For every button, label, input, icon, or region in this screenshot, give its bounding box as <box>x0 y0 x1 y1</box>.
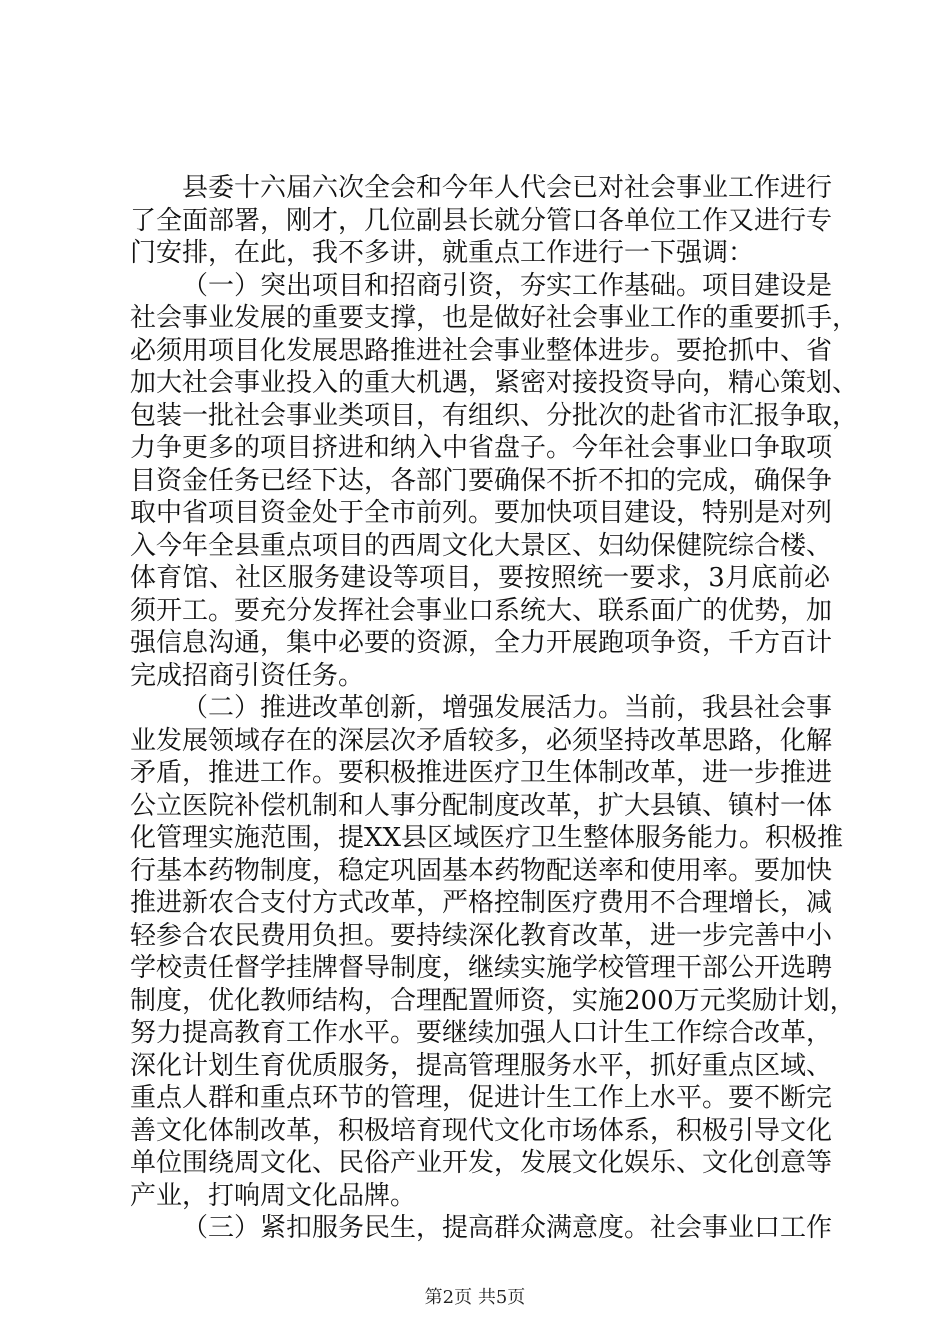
text-line: 努力提高教育工作水平。要继续加强人口计生工作综合改革， <box>130 1018 833 1048</box>
text-line: （三）紧扣服务民生，提高群众满意度。社会事业口工作 <box>182 1213 833 1243</box>
text-line: 公立医院补偿机制和人事分配制度改革，扩大县镇、镇村一体 <box>130 790 833 821</box>
text-line: 化管理实施范围，提XX县区域医疗卫生整体服务能力。积极推 <box>130 823 844 853</box>
text-line: 重点人群和重点环节的管理，促进计生工作上水平。要不断完 <box>130 1083 833 1113</box>
text-line: 必须用项目化发展思路推进社会事业整体进步。要抢抓中、省 <box>130 335 833 366</box>
paragraph-intro <box>130 172 833 270</box>
text-line: 入今年全县重点项目的西周文化大景区、妇幼保健院综合楼、 <box>130 530 833 561</box>
paragraph-section-3 <box>130 1212 833 1245</box>
text-line: 社会事业发展的重要支撑，也是做好社会事业工作的重要抓手， <box>130 303 859 333</box>
text-line: 深化计划生育优质服务，提高管理服务水平，抓好重点区域、 <box>130 1050 833 1081</box>
text-line: 矛盾，推进工作。要积极推进医疗卫生体制改革，进一步推进 <box>130 758 833 788</box>
text-line: （一）突出项目和招商引资，夯实工作基础。项目建设是 <box>182 270 833 301</box>
text-line: 须开工。要充分发挥社会事业口系统大、联系面广的优势，加 <box>130 595 833 626</box>
text-line: 推进新农合支付方式改革，严格控制医疗费用不合理增长，减 <box>130 888 833 918</box>
paragraph-section-1 <box>130 270 859 693</box>
text-line: 包装一批社会事业类项目，有组织、分批次的赴省市汇报争取， <box>130 400 859 431</box>
text-line: 加大社会事业投入的重大机遇，紧密对接投资导向，精心策划、 <box>130 368 859 398</box>
text-line: 行基本药物制度，稳定巩固基本药物配送率和使用率。要加快 <box>130 855 833 886</box>
text-line: 强信息沟通，集中必要的资源，全力开展跑项争资，千方百计 <box>130 628 833 658</box>
text-line: 目资金任务已经下达，各部门要确保不折不扣的完成，确保争 <box>130 465 833 496</box>
text-line: 体育馆、社区服务建设等项目，要按照统一要求，3月底前必 <box>130 563 830 593</box>
text-line: 产业，打响周文化品牌。 <box>130 1180 417 1211</box>
document-body <box>130 172 859 1245</box>
text-line: 业发展领域存在的深层次矛盾较多，必须坚持改革思路，化解 <box>130 725 833 756</box>
text-line: 门安排，在此，我不多讲，就重点工作进行一下强调： <box>130 238 755 268</box>
text-line: 县委十六届六次全会和今年人代会已对社会事业工作进行 <box>182 173 833 203</box>
text-line: 善文化体制改革，积极培育现代文化市场体系，积极引导文化 <box>130 1115 833 1146</box>
text-line: 力争更多的项目挤进和纳入中省盘子。今年社会事业口争取项 <box>130 433 833 463</box>
text-line: 学校责任督学挂牌督导制度，继续实施学校管理干部公开选聘 <box>130 953 833 983</box>
text-line: 轻参合农民费用负担。要持续深化教育改革，进一步完善中小 <box>130 920 833 951</box>
text-line: （二）推进改革创新，增强发展活力。当前，我县社会事 <box>182 693 833 723</box>
text-line: 完成招商引资任务。 <box>130 660 365 691</box>
text-line: 了全面部署，刚才，几位副县长就分管口各单位工作又进行专 <box>130 205 833 236</box>
text-line: 取中省项目资金处于全市前列。要加快项目建设，特别是对列 <box>130 498 833 528</box>
text-line: 单位围绕周文化、民俗产业开发，发展文化娱乐、文化创意等 <box>130 1148 833 1178</box>
paragraph-section-2 <box>130 692 856 1212</box>
text-line: 制度，优化教师结构，合理配置师资，实施200万元奖励计划， <box>130 985 856 1016</box>
page-footer: 第2页 共5页 <box>424 1287 526 1308</box>
